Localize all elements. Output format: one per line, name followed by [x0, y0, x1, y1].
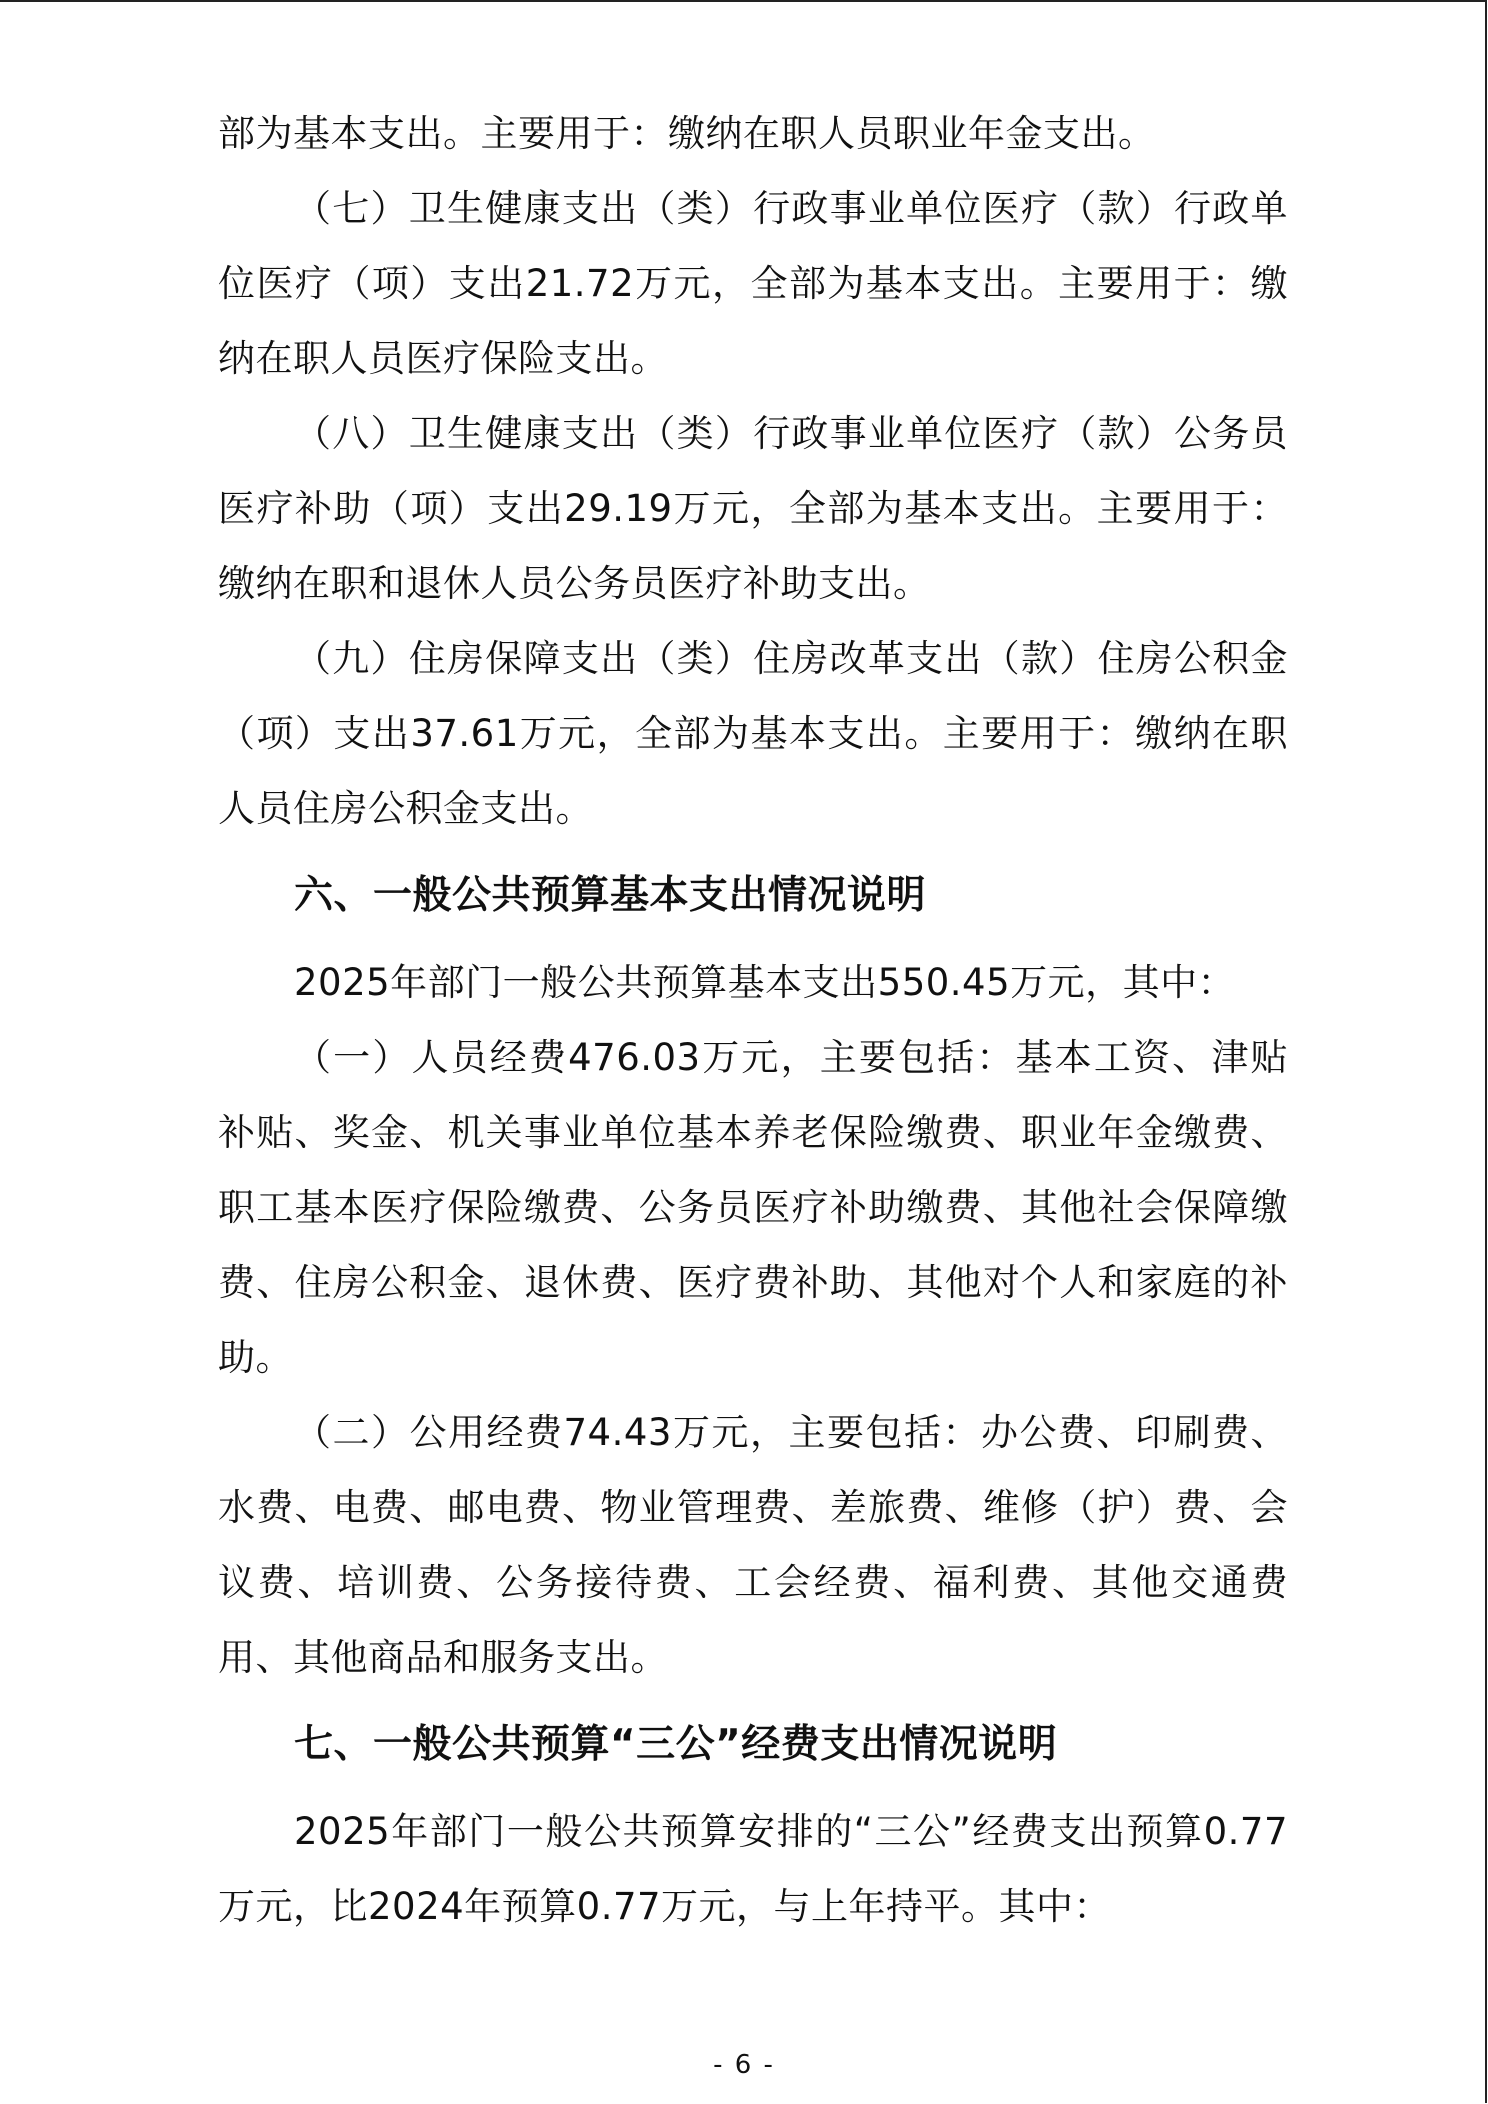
paragraph-item-7: （七）卫生健康支出（类）行政事业单位医疗（款）行政单位医疗（项）支出21.72万元，全部为基本支出。主要用于：缴纳在职人员医疗保险支出。 — [218, 187, 1288, 380]
paragraph-personnel-expenses: （一）人员经费476.03万元，主要包括：基本工资、津贴补贴、奖金、机关事业单位基本养老保险缴费、职业年金缴费、职工基本医疗保险缴费、公务员医疗补助缴费、其他社会保障缴费、住房公积金、退休费、医疗费补助、其他对个人和家庭的补助。 — [218, 1036, 1288, 1379]
paragraph-basic-expenditure: 2025年部门一般公共预算基本支出550.45万元，其中： — [294, 961, 1236, 1004]
page-number: - 6 - — [713, 2050, 775, 2080]
section-heading-7: 七、一般公共预算“三公”经费支出情况说明 — [294, 1722, 1058, 1767]
paragraph-three-public-expenses: 2025年部门一般公共预算安排的“三公”经费支出预算0.77万元，比2024年预算0.77万元，与上年持平。其中： — [218, 1810, 1288, 1928]
paragraph-item-8: （八）卫生健康支出（类）行政事业单位医疗（款）公务员医疗补助（项）支出29.19万元，全部为基本支出。主要用于：缴纳在职和退休人员公务员医疗补助支出。 — [218, 412, 1288, 605]
paragraph-continuation: 部为基本支出。主要用于：缴纳在职人员职业年金支出。 — [218, 112, 1156, 155]
paragraph-item-9: （九）住房保障支出（类）住房改革支出（款）住房公积金（项）支出37.61万元，全部为基本支出。主要用于：缴纳在职人员住房公积金支出。 — [218, 637, 1288, 830]
document-body — [218, 96, 1288, 1944]
section-heading-6: 六、一般公共预算基本支出情况说明 — [294, 873, 927, 918]
paragraph-public-expenses: （二）公用经费74.43万元，主要包括：办公费、印刷费、水费、电费、邮电费、物业管理费、差旅费、维修（护）费、会议费、培训费、公务接待费、工会经费、福利费、其他交通费用、其他商品和服务支出。 — [218, 1411, 1288, 1679]
